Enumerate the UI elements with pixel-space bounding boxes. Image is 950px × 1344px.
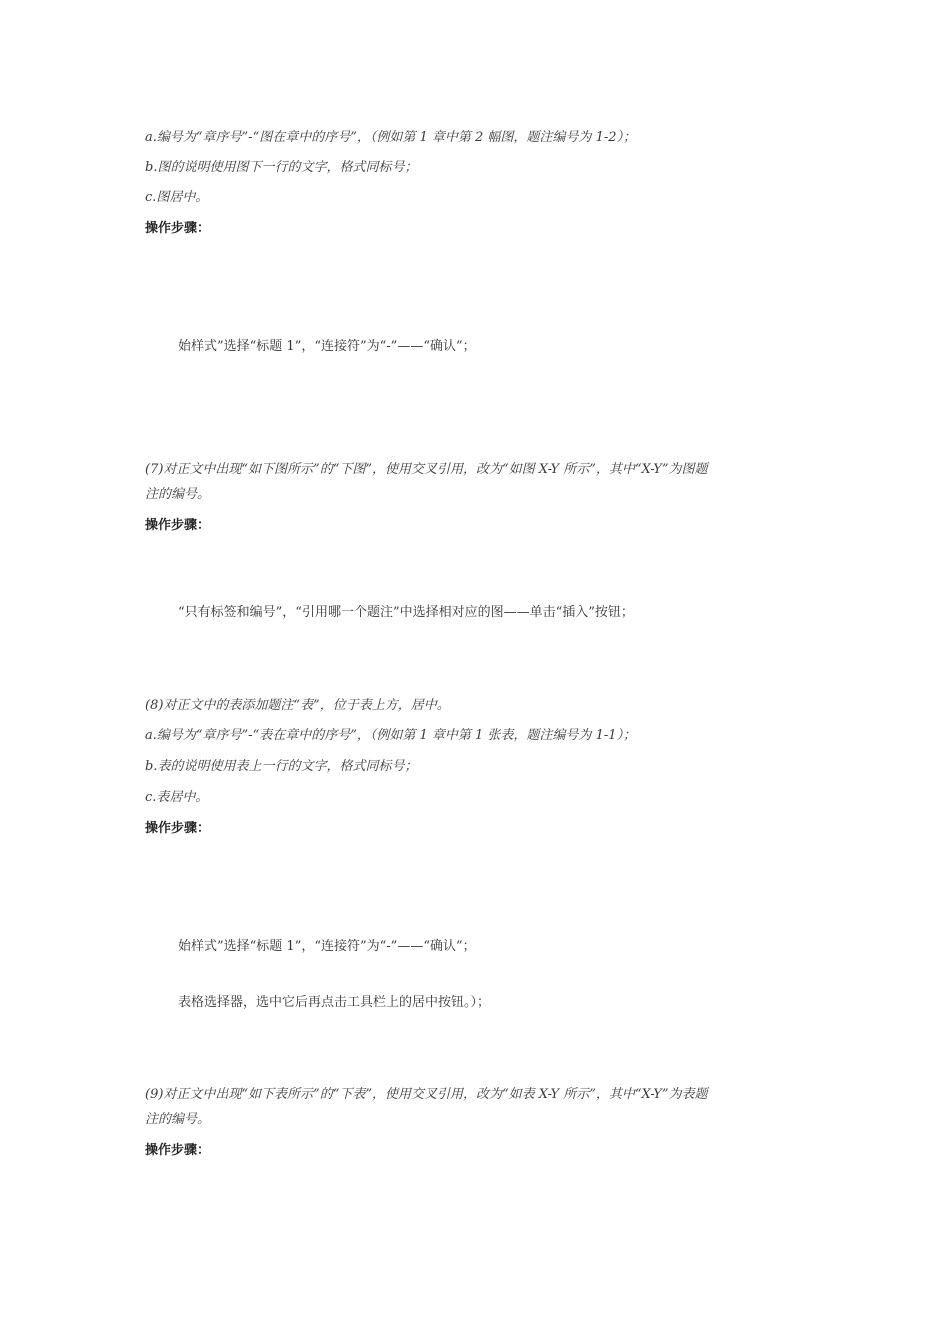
step-text-continued: 表格选择器，选中它后再点击工具栏上的居中按钮。）；: [178, 995, 491, 1010]
requirement-c: c.表居中。: [145, 790, 209, 805]
steps-heading: 操作步骤：: [145, 1143, 211, 1158]
section-title: (8)对正文中的表添加题注“表”，位于表上方，居中。: [145, 698, 450, 713]
requirement-c: c.图居中。: [145, 190, 209, 205]
section-title: (7)对正文中出现“如下图所示”的“下图”，使用交叉引用，改为“如图 X-Y 所示”，其中“X-Y”为图题: [145, 462, 708, 477]
requirement-a: a.编号为“章序号”-“图在章中的序号”，（例如第 1 章中第 2 幅图，题注编号为 1-2）；: [145, 130, 636, 145]
requirement-a: a.编号为“章序号”-“表在章中的序号”，（例如第 1 章中第 1 张表，题注编号为 1-1）；: [145, 728, 636, 743]
section-title-continued: 注的编号。: [145, 1112, 211, 1127]
step-text-continued: 始样式”选择“标题 1”，“连接符”为“-”——“确认”；: [178, 339, 476, 354]
requirement-b: b.表的说明使用表上一行的文字，格式同标号；: [145, 759, 418, 774]
section-title: (9)对正文中出现“如下表所示”的“下表”，使用交叉引用，改为“如表 X-Y 所示”，其中“X-Y”为表题: [145, 1087, 708, 1102]
steps-heading: 操作步骤：: [145, 518, 211, 533]
requirement-b: b.图的说明使用图下一行的文字，格式同标号；: [145, 160, 418, 175]
steps-heading: 操作步骤：: [145, 821, 211, 836]
step-text-continued: 始样式”选择“标题 1”，“连接符”为“-”——“确认”；: [178, 939, 476, 954]
step-text-continued: “只有标签和编号”，“引用哪一个题注”中选择相对应的图——单击“插入”按钮；: [178, 605, 634, 620]
steps-heading: 操作步骤：: [145, 221, 211, 236]
section-title-continued: 注的编号。: [145, 487, 211, 502]
